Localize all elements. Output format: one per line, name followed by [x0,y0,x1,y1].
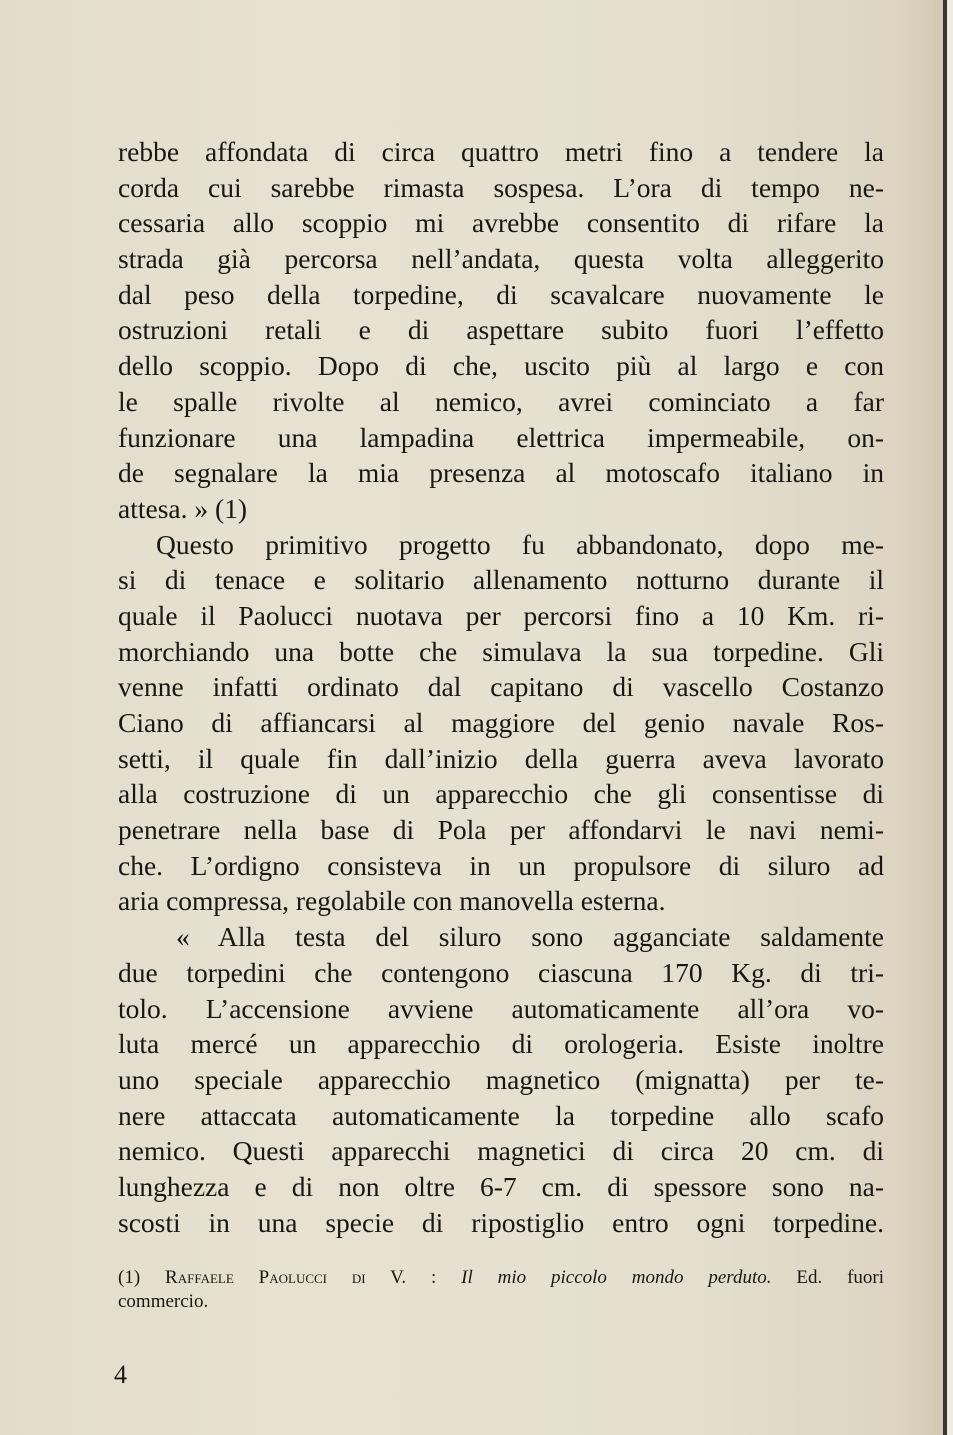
text-line: nere attaccata automaticamente la torpedine allo scafo [118,1099,884,1131]
page-number: 4 [114,1360,127,1389]
text-line: scosti in una specie di ripostiglio entro ogni torpedine. [118,1206,884,1238]
text-line: penetrare nella base di Pola per affondarvi le navi nemi- [118,814,884,846]
text-line: funzionare una lampadina elettrica impermeabile, on- [118,421,884,453]
text-line: rebbe affondata di circa quattro metri fino a tendere la [118,136,884,167]
page-edge [947,0,953,1435]
text-line: si di tenace e solitario allenamento notturno durante il [118,564,884,596]
text-line: tolo. L’accensione avviene automaticamente all’ora vo- [118,992,884,1024]
text-line: nemico. Questi apparecchi magnetici di circa 20 cm. di [118,1135,884,1167]
footnote-line [118,1290,884,1314]
footnote [118,1266,884,1314]
text-line: Questo primitivo progetto fu abbandonato, dopo me- [156,528,884,560]
footnote-author: Raffaele Paolucci di V. [165,1267,407,1288]
text-line: de segnalare la mia presenza al motoscafo italiano in [118,457,884,489]
text-line: quale il Paolucci nuotava per percorsi fino a 10 Km. ri- [118,599,884,631]
text-line: setti, il quale fin dall’inizio della guerra aveva lavorato [118,742,884,774]
text-line: lunghezza e di non oltre 6-7 cm. di spessore sono na- [118,1170,884,1202]
footnote-marker: (1) [118,1267,141,1288]
text-line: « Alla testa del siluro sono agganciate saldamente [176,921,884,953]
text-line: dello scoppio. Dopo di che, uscito più al largo e con [118,350,884,382]
text-line: che. L’ordigno consisteva in un propulsore di siluro ad [118,849,884,881]
binding-shadow [943,0,947,1435]
text-line: Ciano di affiancarsi al maggiore del genio navale Ros- [118,707,884,738]
text-line: venne infatti ordinato dal capitano di vascello Costanzo [118,671,884,703]
text-line: luta mercé un apparecchio di orologeria. Esiste inoltre [118,1028,884,1060]
text-line: ostruzioni retali e di aspettare subito fuori l’effetto [118,314,884,346]
text-line: morchiando una botte che simulava la sua torpedine. Gli [118,635,884,667]
text-line: aria compressa, regolabile con manovella esterna. [118,885,666,917]
footnote-title: Il mio piccolo mondo perduto. [461,1267,772,1288]
text-line: corda cui sarebbe rimasta sospesa. L’ora di tempo ne- [118,171,884,203]
footnote-continuation: commercio. [118,1291,209,1312]
text-line: due torpedini che contengono ciascuna 170 Kg. di tri- [118,956,884,988]
text-line: alla costruzione di un apparecchio che gli consentisse di [118,778,884,810]
footnote-line [118,1266,884,1290]
text-line: uno speciale apparecchio magnetico (mignatta) per te- [118,1063,884,1095]
footnote-separator: : [431,1267,437,1288]
text-line: strada già percorsa nell’andata, questa volta alleggerito [118,243,884,275]
text-line: attesa. » (1) [118,492,248,524]
text-line: cessaria allo scoppio mi avrebbe consentito di rifare la [118,207,884,239]
footnote-publisher: Ed. fuori [796,1267,885,1288]
body-text [118,134,884,1240]
text-line: le spalle rivolte al nemico, avrei cominciato a far [118,385,884,417]
text-line: dal peso della torpedine, di scavalcare nuovamente le [118,278,884,310]
